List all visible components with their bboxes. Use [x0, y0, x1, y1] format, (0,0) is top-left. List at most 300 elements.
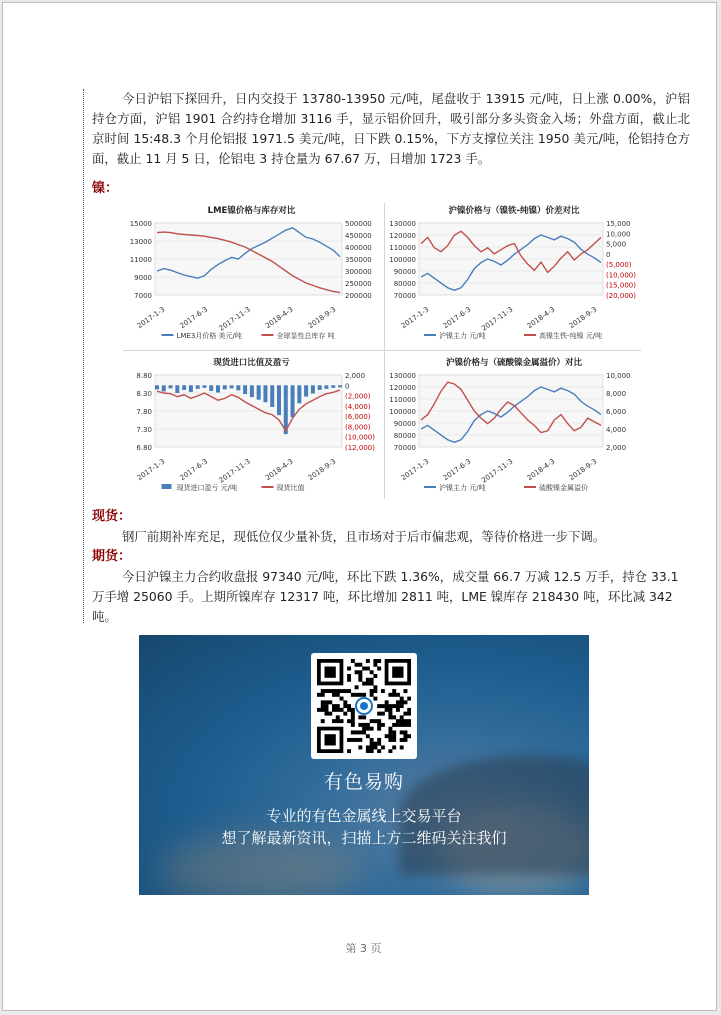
right-tick-label: (12,000): [345, 444, 375, 452]
qr-module: [366, 667, 370, 671]
qr-module: [400, 745, 404, 749]
qr-module: [377, 738, 381, 742]
qr-module: [351, 715, 355, 719]
qr-module: [343, 704, 347, 708]
qr-module: [392, 689, 396, 693]
qr-module: [325, 689, 329, 693]
qr-module: [317, 708, 321, 712]
document-page: [2, 2, 717, 1011]
qr-module: [343, 689, 347, 693]
left-tick-label: 80000: [393, 280, 416, 288]
legend-label: LME3月价格 美元/吨: [176, 332, 242, 340]
x-tick-label: 2018-4-3: [264, 457, 295, 483]
qr-module: [355, 738, 359, 742]
qr-module: [381, 723, 385, 727]
right-tick-label: 500000: [345, 220, 372, 228]
left-tick-label: 70000: [393, 444, 416, 452]
bar-mark: [270, 385, 274, 407]
qr-module: [407, 708, 411, 712]
qr-code[interactable]: [311, 653, 417, 759]
left-tick-label: 15000: [129, 220, 152, 228]
chart-title: 沪镍价格与（硫酸镍金属溢价）对比: [445, 358, 583, 368]
bar-mark: [338, 385, 342, 387]
qr-module: [381, 704, 385, 708]
qr-module: [321, 708, 325, 712]
right-tick-label: (20,000): [606, 292, 636, 300]
qr-module: [370, 745, 374, 749]
left-tick-label: 7000: [134, 292, 152, 300]
left-tick-label: 100000: [389, 408, 416, 416]
left-tick-label: 80000: [393, 432, 416, 440]
right-tick-label: (2,000): [345, 392, 371, 401]
bar-mark: [169, 385, 173, 388]
qr-module: [377, 742, 381, 746]
right-tick-label: 4,000: [606, 426, 627, 434]
right-tick-label: (4,000): [345, 402, 371, 411]
qr-module: [332, 689, 336, 693]
qr-module: [358, 738, 362, 742]
right-tick-label: 10,000: [606, 372, 631, 380]
qr-module: [347, 678, 351, 682]
qr-module: [362, 682, 366, 686]
qr-module: [377, 712, 381, 716]
qr-module: [396, 704, 400, 708]
qr-module: [351, 693, 355, 697]
qr-module: [377, 727, 381, 731]
qr-module: [370, 678, 374, 682]
qr-module: [336, 708, 340, 712]
qr-module: [347, 674, 351, 678]
bar-mark: [318, 385, 322, 390]
legend-swatch: [162, 484, 172, 489]
qr-module: [396, 708, 400, 712]
qr-module: [400, 704, 404, 708]
right-tick-label: 450000: [345, 232, 372, 240]
qr-module: [351, 719, 355, 723]
qr-module: [370, 689, 374, 693]
qr-module: [385, 734, 389, 738]
bar-mark: [243, 385, 247, 394]
qr-module: [392, 738, 396, 742]
left-tick-label: 6.80: [136, 444, 152, 452]
promo-line-2: 想了解最新资讯，扫描上方二维码关注我们: [221, 829, 507, 847]
bar-mark: [297, 385, 301, 403]
qr-module: [373, 663, 377, 667]
qr-module: [388, 712, 392, 716]
qr-module: [400, 715, 404, 719]
qr-module: [392, 704, 396, 708]
qr-module: [385, 700, 389, 704]
qr-module: [392, 734, 396, 738]
qr-module: [373, 659, 377, 663]
bar-mark: [202, 385, 206, 388]
right-tick-label: 15,000: [606, 220, 631, 228]
x-tick-label: 2017-11-3: [480, 305, 515, 333]
bar-mark: [223, 385, 227, 389]
futures-heading: 期货：: [92, 549, 132, 564]
left-tick-label: 110000: [389, 396, 416, 404]
left-tick-label: 7.80: [136, 408, 152, 416]
qr-module: [358, 670, 362, 674]
qr-module: [351, 712, 355, 716]
qr-module: [388, 734, 392, 738]
right-tick-label: 250000: [345, 280, 372, 288]
qr-module: [362, 727, 366, 731]
qr-module: [336, 689, 340, 693]
right-tick-label: 400000: [345, 244, 372, 252]
qr-module: [332, 719, 336, 723]
qr-module: [332, 704, 336, 708]
qr-module: [317, 693, 321, 697]
right-tick-label: (5,000): [606, 261, 632, 270]
bar-mark: [250, 385, 254, 397]
qr-module: [347, 704, 351, 708]
bar-mark: [324, 385, 328, 389]
bar-mark: [263, 385, 267, 402]
chart-divider-vertical: [384, 203, 385, 499]
qr-module: [355, 670, 359, 674]
qr-module: [403, 730, 407, 734]
futures-paragraph: 今日沪镍主力合约收盘报 97340 元/吨，环比下跌 1.36%，成交量 66.7 万减 12.5 万手，持仓 33.1 万手增 25060 手。上期所镍库存 12317 吨，环比增加 2811 吨，LME 镍库存 218430 吨，环比减 342 吨。: [92, 569, 679, 624]
qr-module: [328, 689, 332, 693]
left-tick-label: 7.30: [136, 426, 152, 434]
right-tick-label: (10,000): [606, 271, 636, 280]
nickel-heading: 镍：: [92, 181, 119, 196]
qr-module: [403, 700, 407, 704]
qr-module: [358, 674, 362, 678]
qr-module: [343, 700, 347, 704]
qr-module: [370, 670, 374, 674]
qr-module: [362, 667, 366, 671]
qr-module: [407, 697, 411, 701]
qr-module: [403, 723, 407, 727]
legend-label: 沪镍主力 元/吨: [439, 484, 486, 492]
qr-module: [351, 723, 355, 727]
qr-module: [388, 730, 392, 734]
qr-module: [321, 719, 325, 723]
qr-module: [347, 667, 351, 671]
qr-module: [332, 693, 336, 697]
right-tick-label: 0: [345, 382, 350, 391]
left-tick-label: 110000: [389, 244, 416, 252]
qr-module: [351, 708, 355, 712]
qr-module: [336, 693, 340, 697]
chart-shfe-nickel-npi-spread: [385, 199, 646, 351]
qr-module: [321, 704, 325, 708]
qr-module: [396, 700, 400, 704]
right-tick-label: 0: [606, 250, 611, 259]
bar-mark: [175, 385, 179, 393]
left-tick-label: 9000: [134, 274, 152, 282]
qr-module: [373, 719, 377, 723]
bar-mark: [331, 385, 335, 388]
bar-mark: [155, 385, 159, 389]
right-tick-label: 2,000: [345, 372, 366, 380]
qr-module: [407, 734, 411, 738]
qr-module: [332, 708, 336, 712]
qr-module: [336, 719, 340, 723]
left-tick-label: 130000: [389, 220, 416, 228]
qr-module: [351, 659, 355, 663]
qr-module: [351, 738, 355, 742]
left-tick-label: 13000: [129, 238, 152, 246]
x-tick-label: 2017-6-3: [441, 305, 473, 331]
right-tick-label: 6,000: [606, 408, 627, 416]
bar-mark: [291, 385, 295, 417]
qr-module: [343, 712, 347, 716]
bar-mark: [189, 385, 193, 392]
qr-module: [388, 727, 392, 731]
legend-label: 全球显性总库存 吨: [276, 332, 335, 340]
right-tick-label: (6,000): [345, 413, 371, 422]
qr-module: [366, 723, 370, 727]
qr-module: [373, 674, 377, 678]
qr-module: [336, 704, 340, 708]
qr-module: [358, 678, 362, 682]
x-tick-label: 2017-11-3: [217, 305, 252, 333]
promo-banner: [139, 635, 589, 895]
chart-title: 现货进口比值及盈亏: [213, 358, 290, 368]
right-tick-label: 300000: [345, 268, 372, 276]
left-tick-label: 70000: [393, 292, 416, 300]
qr-module: [366, 727, 370, 731]
bar-mark: [216, 385, 220, 392]
right-tick-label: 350000: [345, 256, 372, 264]
left-tick-label: 11000: [129, 256, 152, 264]
bar-mark: [311, 385, 315, 393]
qr-module: [400, 697, 404, 701]
qr-module: [388, 715, 392, 719]
x-tick-label: 2018-9-3: [567, 305, 599, 331]
qr-module: [400, 738, 404, 742]
right-tick-label: 200000: [345, 292, 372, 300]
qr-module: [347, 738, 351, 742]
qr-logo-dot: [360, 702, 368, 710]
qr-module: [340, 697, 344, 701]
right-tick-label: (15,000): [606, 281, 636, 290]
qr-module: [407, 719, 411, 723]
bar-mark: [162, 385, 166, 391]
legend-label: 现货进口盈亏 元/吨: [176, 484, 238, 492]
chart-divider-horizontal: [123, 350, 641, 351]
qr-module: [370, 719, 374, 723]
qr-module: [396, 693, 400, 697]
qr-module: [400, 700, 404, 704]
qr-module: [403, 712, 407, 716]
right-tick-label: (10,000): [345, 433, 375, 442]
qr-module: [373, 689, 377, 693]
qr-module: [370, 749, 374, 753]
qr-module: [351, 730, 355, 734]
qr-module: [373, 685, 377, 689]
qr-module: [370, 682, 374, 686]
x-tick-label: 2017-11-3: [480, 457, 515, 485]
qr-module: [407, 723, 411, 727]
qr-module: [328, 700, 332, 704]
qr-module: [366, 682, 370, 686]
qr-module: [392, 730, 396, 734]
qr-module: [362, 715, 366, 719]
legend-label: 沪镍主力 元/吨: [439, 332, 486, 340]
x-tick-label: 2018-4-3: [525, 305, 557, 331]
x-tick-label: 2017-6-3: [178, 457, 210, 483]
qr-module: [358, 663, 362, 667]
spot-paragraph: 钢厂前期补库充足，现低位仅少量补货，且市场对于后市偏悲观，等待价格进一步下调。: [122, 529, 606, 544]
right-tick-label: 5,000: [606, 240, 627, 249]
qr-module: [377, 704, 381, 708]
chart-grid: [121, 199, 643, 503]
chart-title: LME镍价格与库存对比: [207, 206, 296, 216]
qr-module: [388, 708, 392, 712]
qr-module: [403, 734, 407, 738]
x-tick-label: 2017-11-3: [217, 457, 252, 485]
qr-module: [377, 719, 381, 723]
x-tick-label: 2018-9-3: [306, 457, 338, 483]
qr-module: [392, 745, 396, 749]
qr-module: [340, 689, 344, 693]
qr-module: [340, 708, 344, 712]
qr-module: [373, 742, 377, 746]
qr-module: [325, 704, 329, 708]
qr-module: [392, 693, 396, 697]
page-number: 第 3 页: [345, 942, 382, 955]
qr-module: [347, 689, 351, 693]
qr-module: [388, 749, 392, 753]
qr-finder-core: [325, 734, 336, 745]
qr-module: [400, 730, 404, 734]
qr-module: [403, 719, 407, 723]
qr-module: [400, 719, 404, 723]
qr-module: [336, 715, 340, 719]
left-tick-label: 120000: [389, 232, 416, 240]
right-tick-label: 10,000: [606, 230, 631, 239]
qr-module: [321, 693, 325, 697]
qr-module: [385, 708, 389, 712]
legend-label: 硫酸镍金属溢价: [539, 484, 588, 492]
qr-module: [362, 730, 366, 734]
qr-finder-core: [392, 667, 403, 678]
chart-title: 沪镍价格与（镍铁-纯镍）价差对比: [448, 206, 580, 216]
qr-module: [373, 697, 377, 701]
bar-mark: [257, 385, 261, 399]
qr-module: [381, 745, 385, 749]
qr-module: [392, 715, 396, 719]
qr-module: [366, 749, 370, 753]
bar-mark: [236, 385, 240, 390]
left-tick-label: 120000: [389, 384, 416, 392]
qr-module: [321, 700, 325, 704]
chart-import-ratio-profit: [121, 351, 382, 503]
qr-module: [340, 719, 344, 723]
qr-module: [400, 723, 404, 727]
qr-module: [358, 745, 362, 749]
qr-module: [366, 678, 370, 682]
qr-module: [366, 734, 370, 738]
left-tick-label: 100000: [389, 256, 416, 264]
qr-module: [396, 719, 400, 723]
qr-module: [366, 659, 370, 663]
qr-module: [381, 712, 385, 716]
qr-module: [370, 742, 374, 746]
bar-mark: [182, 385, 186, 390]
bar-mark: [196, 385, 200, 389]
x-tick-label: 2017-1-3: [399, 457, 431, 483]
qr-module: [362, 693, 366, 697]
qr-module: [347, 708, 351, 712]
qr-module: [396, 723, 400, 727]
x-tick-label: 2017-1-3: [135, 305, 167, 331]
qr-module: [370, 693, 374, 697]
legend-label: 现货比值: [276, 484, 305, 492]
x-tick-label: 2017-1-3: [135, 457, 167, 483]
qr-module: [366, 745, 370, 749]
qr-module: [407, 712, 411, 716]
bar-mark: [209, 385, 213, 391]
qr-finder-core: [325, 667, 336, 678]
x-tick-label: 2017-6-3: [441, 457, 473, 483]
qr-module: [347, 719, 351, 723]
qr-module: [347, 749, 351, 753]
right-tick-label: (8,000): [345, 423, 371, 432]
bar-mark: [277, 385, 281, 415]
x-tick-label: 2018-9-3: [306, 305, 338, 331]
bar-mark: [304, 385, 308, 396]
left-tick-label: 90000: [393, 420, 416, 428]
qr-module: [355, 685, 359, 689]
chart-shfe-nickel-sulfate-premium: [385, 351, 646, 503]
qr-module: [403, 689, 407, 693]
qr-module: [325, 700, 329, 704]
x-tick-label: 2018-9-3: [567, 457, 599, 483]
x-tick-label: 2017-1-3: [399, 305, 431, 331]
qr-module: [358, 715, 362, 719]
qr-module: [355, 663, 359, 667]
qr-module: [362, 723, 366, 727]
promo-title: 有色易购: [323, 771, 404, 793]
qr-module: [321, 689, 325, 693]
aluminum-paragraph: 今日沪铝下探回升，日内交投于 13780-13950 元/吨，尾盘收于 13915 元/吨，日上涨 0.00%，沪铝持仓方面，沪铝 1901 合约持仓增加 3116 手，显示铝价回升，吸引部分多头资金入场；外盘方面，截止北京时间 15:48.3 个月伦铝报 1971.5 美元/吨，日下跌 0.15%，下方支撑位关注 1950 美元/吨，伦铝持仓方面，截止 11 月 5 日，伦铝电 3 持仓量为 67.67 万，日增加 1723 手。: [92, 91, 690, 166]
qr-module: [403, 738, 407, 742]
qr-module: [370, 727, 374, 731]
qr-module: [358, 730, 362, 734]
x-tick-label: 2018-4-3: [525, 457, 557, 483]
qr-module: [358, 693, 362, 697]
qr-module: [377, 667, 381, 671]
qr-module: [355, 693, 359, 697]
qr-module: [325, 708, 329, 712]
qr-module: [377, 749, 381, 753]
left-tick-label: 130000: [389, 372, 416, 380]
qr-module: [370, 738, 374, 742]
qr-module: [381, 689, 385, 693]
qr-module: [328, 712, 332, 716]
qr-module: [392, 723, 396, 727]
qr-module: [385, 704, 389, 708]
qr-module: [388, 704, 392, 708]
qr-module: [388, 738, 392, 742]
qr-module: [355, 730, 359, 734]
qr-module: [373, 745, 377, 749]
qr-module: [388, 693, 392, 697]
qr-module: [377, 723, 381, 727]
legend-label: 高镍生铁-纯镍 元/吨: [539, 332, 603, 340]
spot-heading: 现货：: [92, 509, 132, 524]
right-tick-label: 2,000: [606, 444, 627, 452]
qr-module: [325, 712, 329, 716]
qr-module: [358, 723, 362, 727]
right-tick-label: 8,000: [606, 390, 627, 398]
x-tick-label: 2018-4-3: [264, 305, 295, 331]
